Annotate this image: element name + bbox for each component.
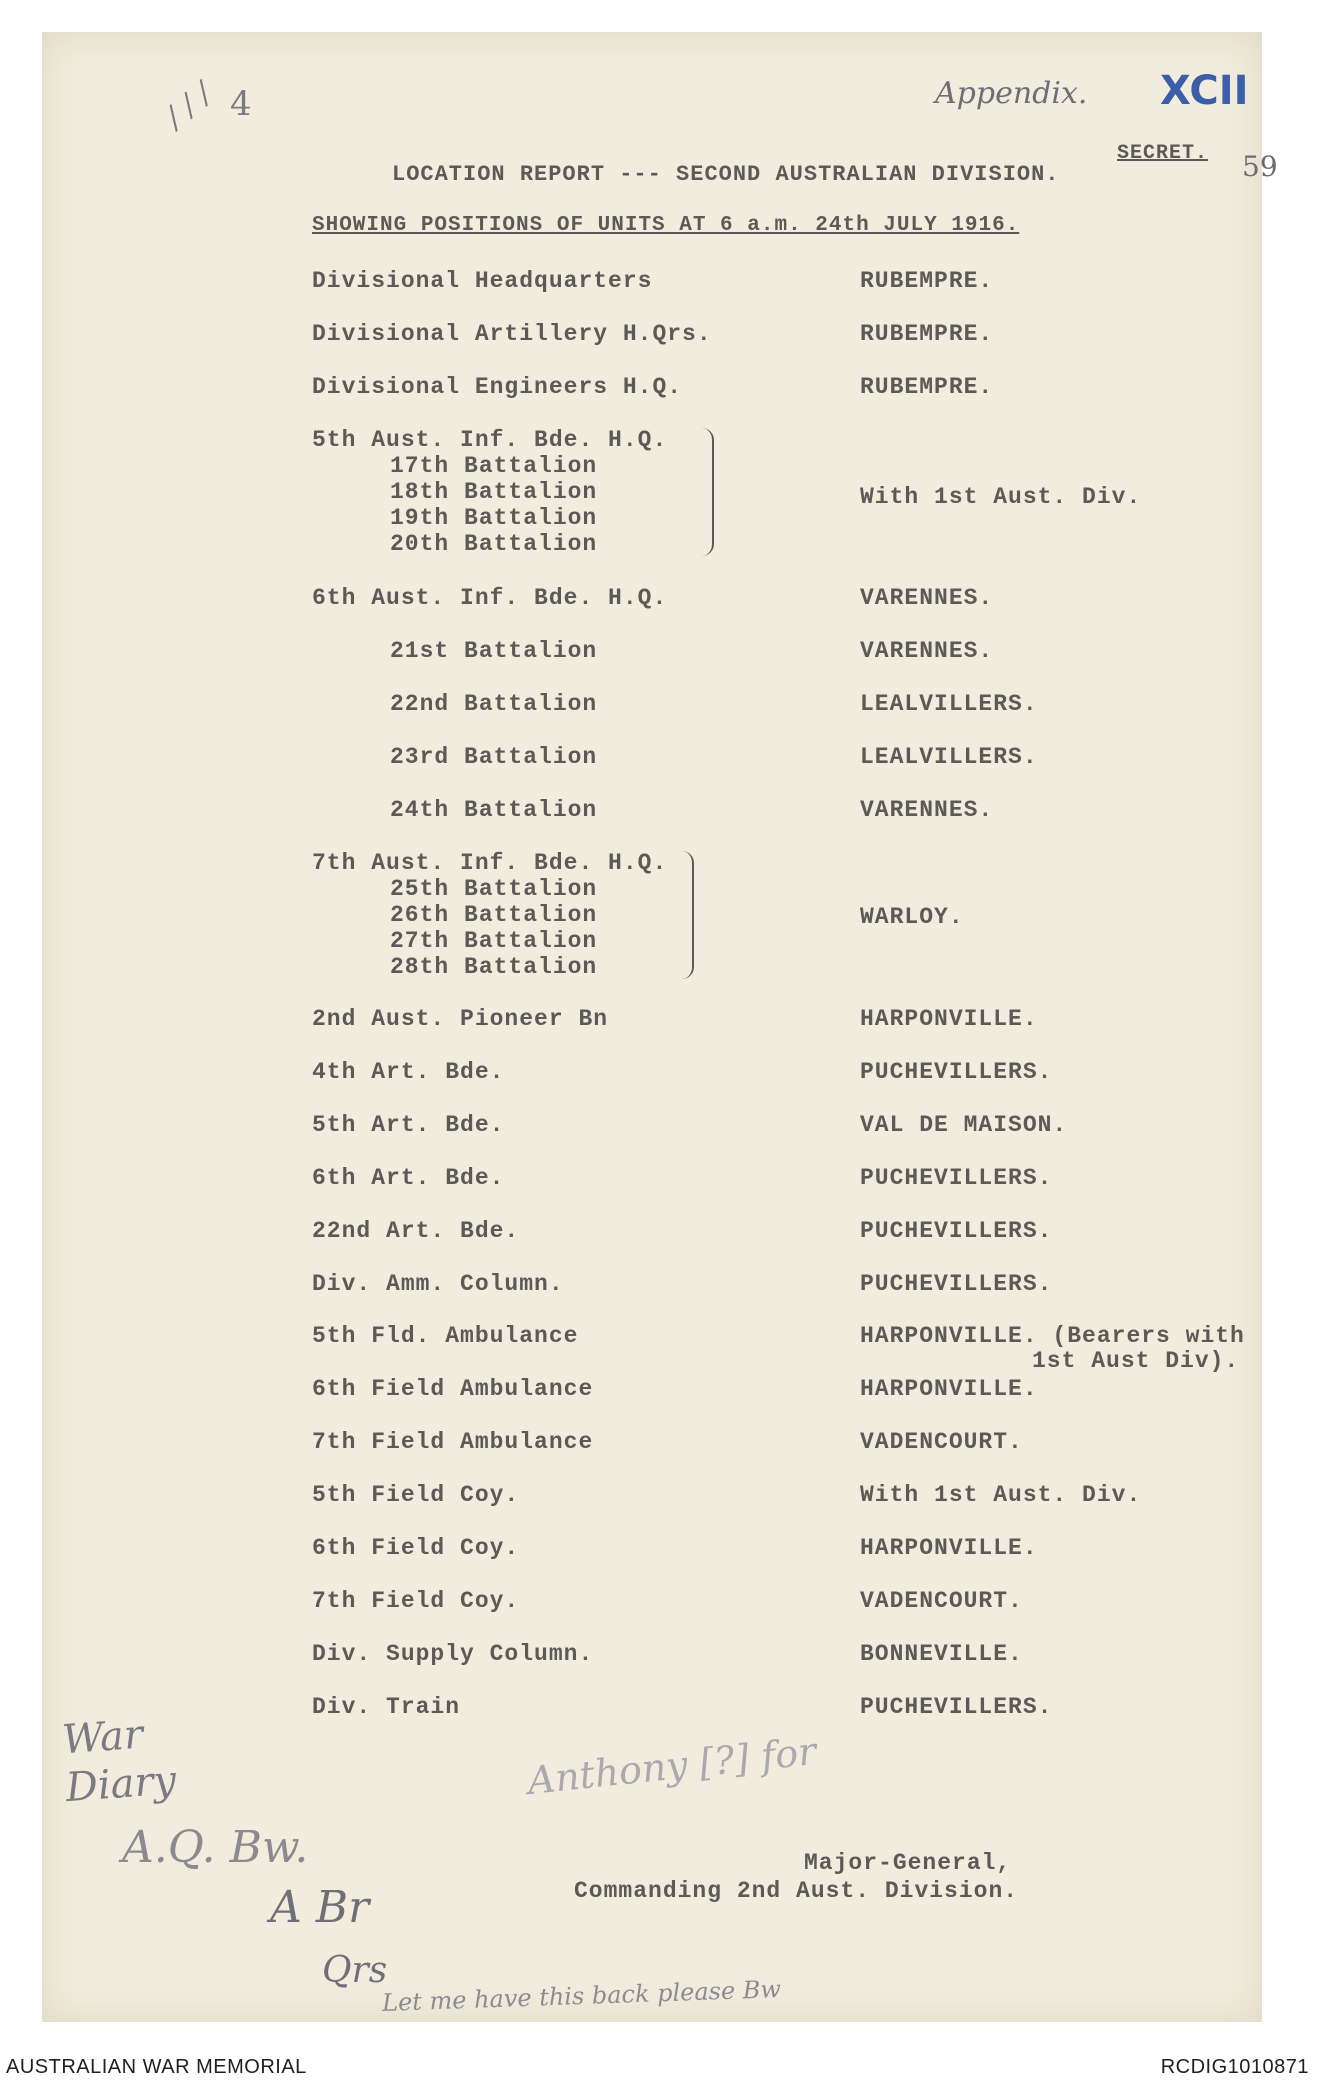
unit-location: VARENNES.	[860, 585, 994, 611]
battalion: 21st Battalion	[390, 638, 598, 664]
unit-name: 22nd Art. Bde.	[312, 1218, 520, 1244]
signatory-rank: Major-General,	[804, 1850, 1012, 1876]
unit-location: With 1st Aust. Div.	[860, 1482, 1142, 1508]
folio-number: 59	[1242, 150, 1278, 183]
unit-location: VADENCOURT.	[860, 1588, 1023, 1614]
battalion: 22nd Battalion	[390, 691, 598, 717]
unit-name: Div. Amm. Column.	[312, 1271, 564, 1297]
unit-location: PUCHEVILLERS.	[860, 1059, 1053, 1085]
footer-archive-name: AUSTRALIAN WAR MEMORIAL	[6, 2056, 307, 2078]
unit-location: HARPONVILLE.	[860, 1535, 1038, 1561]
unit-location: RUBEMPRE.	[860, 374, 994, 400]
classification-label: SECRET.	[1117, 142, 1209, 165]
unit-location: LEALVILLERS.	[860, 691, 1038, 717]
unit-location: LEALVILLERS.	[860, 744, 1038, 770]
unit-name: 4th Art. Bde.	[312, 1059, 505, 1085]
unit-location: VARENNES.	[860, 797, 994, 823]
qrs-note: Qrs	[322, 1950, 388, 1991]
group-location: WARLOY.	[860, 904, 964, 930]
appendix-label: Appendix.	[935, 76, 1088, 111]
unit-name: Div. Supply Column.	[312, 1641, 594, 1667]
brigade-hq: 6th Aust. Inf. Bde. H.Q.	[312, 585, 668, 611]
appendix-number: XCII	[1160, 68, 1249, 114]
unit-location: PUCHEVILLERS.	[860, 1271, 1053, 1297]
unit-location: HARPONVILLE.	[860, 1006, 1038, 1032]
unit-location: VARENNES.	[860, 638, 994, 664]
unit-name: 6th Art. Bde.	[312, 1165, 505, 1191]
unit-name: Divisional Engineers H.Q.	[312, 374, 683, 400]
brigade-hq: 5th Aust. Inf. Bde. H.Q.	[312, 427, 668, 453]
unit-location: PUCHEVILLERS.	[860, 1218, 1053, 1244]
unit-location: HARPONVILLE.	[860, 1376, 1038, 1402]
group-brace	[702, 428, 714, 556]
slash-mark: / / /	[158, 76, 219, 135]
unit-name: 5th Fld. Ambulance	[312, 1323, 579, 1349]
unit-name: 7th Field Coy.	[312, 1588, 520, 1614]
battalion: 26th Battalion	[390, 902, 598, 928]
battalion: 23rd Battalion	[390, 744, 598, 770]
unit-location: BONNEVILLE.	[860, 1641, 1023, 1667]
war-diary-note: War Diary	[60, 1711, 178, 1812]
unit-name: 5th Art. Bde.	[312, 1112, 505, 1138]
battalion: 24th Battalion	[390, 797, 598, 823]
unit-location: PUCHEVILLERS.	[860, 1165, 1053, 1191]
unit-location-note: 1st Aust Div).	[1032, 1348, 1240, 1374]
unit-location: RUBEMPRE.	[860, 268, 994, 294]
unit-name: Divisional Headquarters	[312, 268, 653, 294]
unit-name: 5th Field Coy.	[312, 1482, 520, 1508]
return-request-note: Let me have this back please Bw	[381, 1975, 782, 2017]
document-title: LOCATION REPORT --- SECOND AUSTRALIAN DIVISION.	[392, 162, 1060, 187]
page-mark: 4	[230, 84, 252, 124]
unit-name: 2nd Aust. Pioneer Bn	[312, 1006, 609, 1032]
battalion: 19th Battalion	[390, 505, 598, 531]
group-brace	[682, 851, 694, 979]
unit-location: PUCHEVILLERS.	[860, 1694, 1053, 1720]
battalion: 28th Battalion	[390, 954, 598, 980]
battalion: 17th Battalion	[390, 453, 598, 479]
unit-location: VAL DE MAISON.	[860, 1112, 1068, 1138]
battalion: 18th Battalion	[390, 479, 598, 505]
group-location: With 1st Aust. Div.	[860, 484, 1142, 510]
unit-name: 6th Field Coy.	[312, 1535, 520, 1561]
unit-name: 7th Field Ambulance	[312, 1429, 594, 1455]
signatory-command: Commanding 2nd Aust. Division.	[574, 1878, 1019, 1904]
battalion: 20th Battalion	[390, 531, 598, 557]
battalion: 25th Battalion	[390, 876, 598, 902]
battalion: 27th Battalion	[390, 928, 598, 954]
unit-location: HARPONVILLE. (Bearers with	[860, 1323, 1245, 1349]
unit-name: Div. Train	[312, 1694, 461, 1720]
document-page	[42, 32, 1278, 2022]
brigade-hq: 7th Aust. Inf. Bde. H.Q.	[312, 850, 668, 876]
initials-note: A.Q. Bw.	[122, 1822, 309, 1873]
handwritten-signature: Anthony [?] for	[525, 1728, 819, 1804]
unit-location: VADENCOURT.	[860, 1429, 1023, 1455]
unit-location: RUBEMPRE.	[860, 321, 994, 347]
routing-note: A Br	[270, 1882, 370, 1933]
unit-name: 6th Field Ambulance	[312, 1376, 594, 1402]
footer-record-id: RCDIG1010871	[1160, 2056, 1309, 2078]
unit-name: Divisional Artillery H.Qrs.	[312, 321, 712, 347]
document-subtitle: SHOWING POSITIONS OF UNITS AT 6 a.m. 24th JULY 1916.	[312, 214, 1020, 237]
